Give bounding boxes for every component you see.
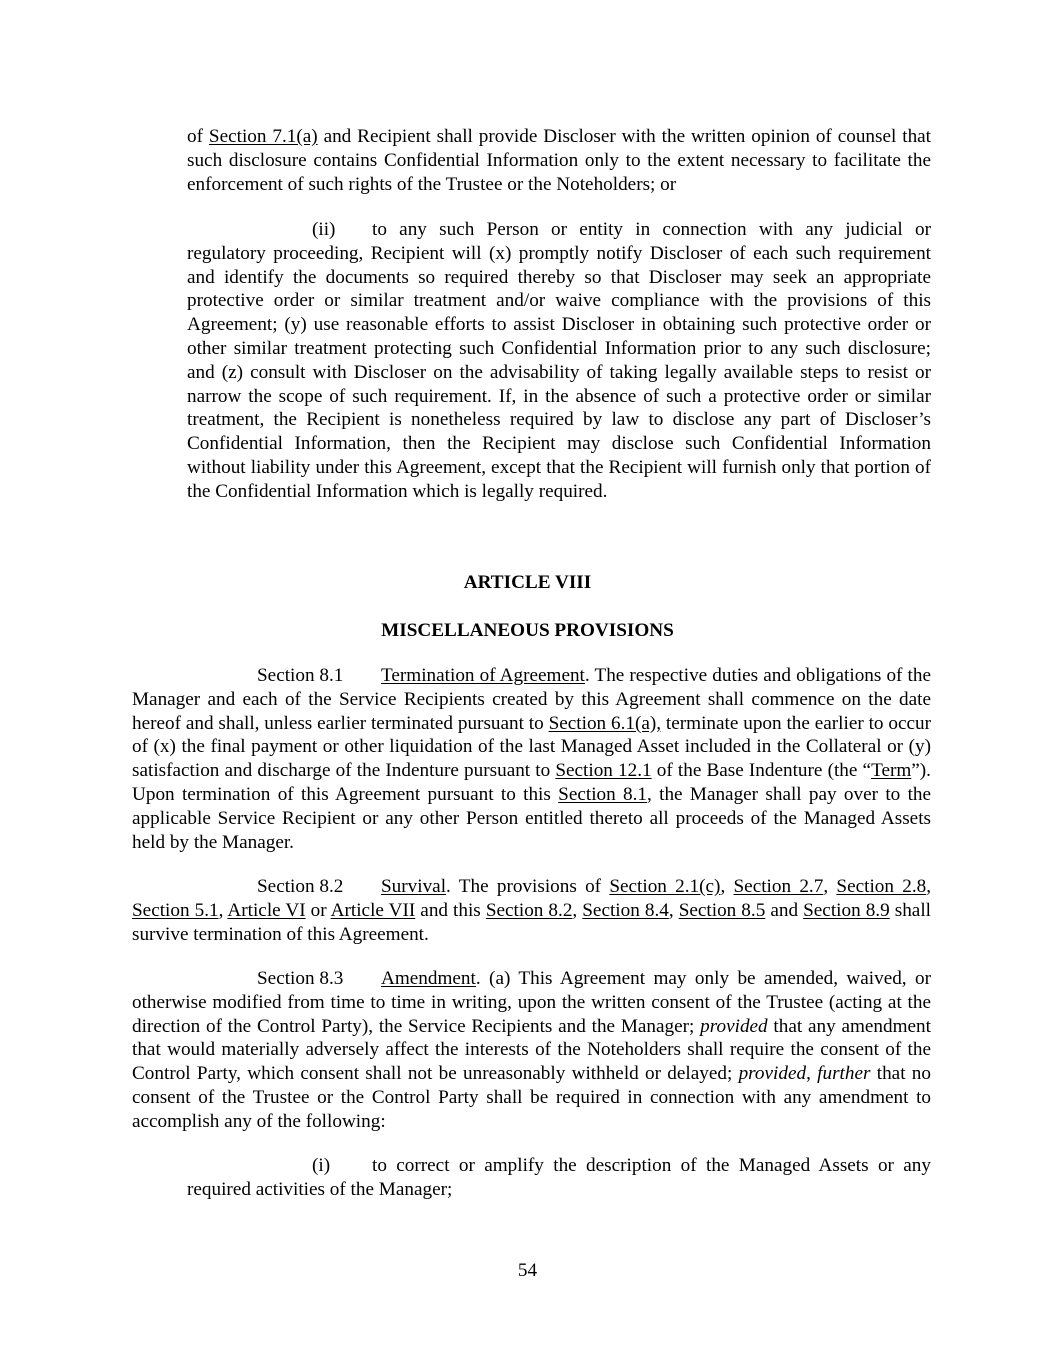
text-run: and this	[415, 899, 486, 921]
text-run: that any amendment that would materially adversely affect the interests of the Noteholders shall require the consent of the Control Party, which consent shall not be unreasonably withheld or delayed;	[132, 1015, 931, 1085]
section-reference: Section 6.1(a),	[548, 712, 662, 734]
defined-term: Term	[871, 760, 912, 782]
clause-i	[187, 1154, 931, 1202]
text-run: ,	[806, 1063, 818, 1085]
clause-text: to any such Person or entity in connection with any judicial or regulatory proceeding, Recipient will (x) promptly notify Discloser of each such requirement and identify the documents so required thereby so that Discloser may seek an appropriate protective order or similar treatment and/or waive compliance with the provisions of this Agreement; (y) use reasonable efforts to assist Discloser in obtaining such protective order or other similar treatment protecting such Confidential Information prior to any such disclosure; and (z) consult with Discloser on the advisability of taking legally available steps to resist or narrow the scope of such requirement. If, in the absence of such a protective order or similar treatment, the Recipient is nonetheless required by law to disclose any part of Discloser’s Confidential Information, then the Recipient may disclose such Confidential Information without liability under this Agreement, except that the Recipient will furnish only that portion of the Confidential Information which is legally required.	[187, 219, 931, 502]
section-reference: Section 7.1(a)	[208, 126, 318, 147]
text-run: that no consent of the Trustee or the Control Party shall be required in connection with any amendment to accomplish any of the following:	[132, 1063, 931, 1132]
section-number: Section 8.3	[257, 968, 344, 989]
text-run: ,	[572, 899, 583, 921]
page-number: 54	[517, 1260, 538, 1281]
article-reference: Article VI	[227, 899, 306, 921]
text-run: ,	[926, 876, 932, 897]
section-reference: Section 2.8	[836, 876, 927, 897]
text-run: ”). Upon termination of this Agreement pursuant to this	[132, 760, 931, 805]
text-run: and Recipient shall provide Discloser with the written opinion of counsel that such disclosure contains Confidential Information only to the extent necessary to facilitate the enforcement of such rights of the Trustee or the Noteholders; or	[187, 126, 932, 195]
section-caption: Survival	[381, 876, 447, 897]
text-run: ,	[823, 876, 837, 897]
text-run: terminate upon the earlier to occur of (x) the final payment or other liquidation of the last Managed Asset included in the Collateral or (y) satisfaction and discharge of the Indenture pursuant to	[132, 712, 931, 782]
italic-term: provided	[700, 1015, 768, 1037]
section-reference: Section 8.2	[485, 899, 573, 921]
text-run: shall survive termination of this Agreement.	[132, 899, 931, 945]
text-run: or	[305, 899, 331, 921]
section-caption: Amendment	[381, 968, 476, 989]
section-reference: Section 8.1	[558, 783, 648, 805]
text-run: . (a) This Agreement may only be amended, waived, or otherwise modified from time to time in writing, upon the written consent of the Trustee (acting at the direction of the Control Party), the Service Recipients and the Manager;	[132, 968, 931, 1037]
paragraph-continuation	[187, 125, 931, 196]
text-run: and	[765, 899, 804, 921]
section-reference: Section 8.5	[678, 899, 766, 921]
section-reference: Section 12.1	[555, 760, 652, 782]
text-run: , the Manager shall pay over to the applicable Service Recipient or any other Person entitled thereto all proceeds of the Managed Assets held by the Manager.	[132, 783, 932, 853]
section-8-1	[132, 664, 931, 854]
text-run: of	[187, 126, 209, 147]
section-8-3	[132, 967, 931, 1134]
section-reference: Section 2.1(c)	[609, 876, 721, 897]
article-reference: Article VII	[330, 899, 416, 921]
clause-ii	[187, 218, 931, 504]
section-caption: Termination of Agreement	[381, 665, 585, 686]
clause-text: to correct or amplify the description of the Managed Assets or any required activities of the Manager;	[187, 1155, 931, 1200]
section-reference: Section 5.1	[132, 899, 219, 921]
section-number: Section 8.2	[257, 876, 344, 897]
section-number: Section 8.1	[257, 665, 344, 686]
italic-term: provided	[738, 1063, 807, 1085]
text-run: ,	[720, 876, 734, 897]
text-run: . The provisions of	[446, 876, 610, 897]
clause-number: (ii)	[312, 219, 336, 240]
section-reference: Section 8.9	[803, 899, 890, 921]
section-8-2	[132, 875, 931, 946]
article-title: MISCELLANEOUS PROVISIONS	[381, 620, 674, 641]
text-run: ,	[218, 899, 228, 921]
section-reference: Section 2.7	[733, 876, 824, 897]
clause-number: (i)	[312, 1155, 331, 1176]
italic-term: further	[817, 1063, 871, 1085]
text-run: of the Base Indenture (the “	[651, 760, 872, 782]
section-reference: Section 8.4	[582, 899, 669, 921]
text-run: ,	[668, 899, 679, 921]
article-heading: ARTICLE VIII	[463, 572, 592, 593]
text-run: . The respective duties and obligations of the Manager and each of the Service Recipients created by this Agreement shall commence on the date hereof and shall, unless earlier terminated pursuant to	[132, 665, 931, 734]
